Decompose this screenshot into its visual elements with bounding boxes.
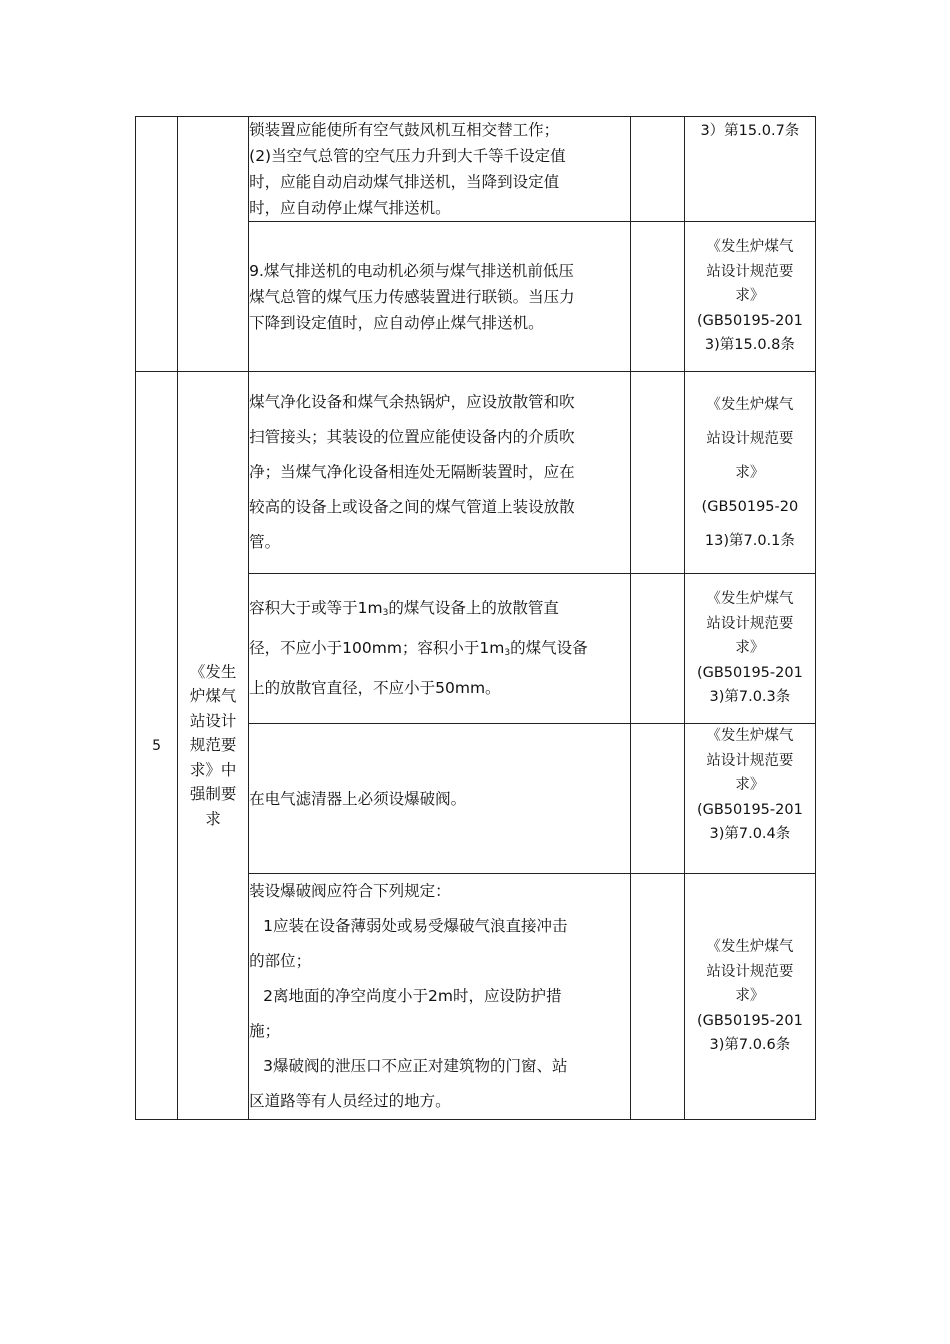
reference-line: 求》 [735, 640, 765, 657]
reference-line: 13)第7.0.1条 [704, 532, 795, 549]
reference-cell [684, 372, 815, 574]
category-line: 规范要 [189, 736, 237, 755]
content-fragment: 的煤气设备 [510, 639, 588, 657]
reference-line: 3)第7.0.6条 [709, 1037, 791, 1054]
superscript-unit: 3 [504, 648, 511, 658]
content-line: 下降到设定值时，应自动停止煤气排送机。 [249, 313, 544, 332]
table-row [136, 117, 816, 222]
content-line: 煤气总管的煤气压力传感装置进行联锁。当压力 [249, 287, 575, 306]
reference-cell [684, 117, 815, 222]
reference-line: 《发生炉煤气 [706, 591, 794, 608]
reference-line: 站设计规范要 [706, 615, 794, 632]
reference-line: (GB50195-201 [696, 312, 803, 329]
category-cell [178, 117, 249, 372]
category-line: 炉煤气 [189, 687, 237, 706]
reference-line: 求》 [735, 988, 765, 1005]
content-cell [249, 222, 631, 372]
blank-cell [630, 724, 684, 874]
content-line: 9.煤气排送机的电动机必须与煤气排送机前低压 [249, 261, 574, 280]
content-line: 较高的设备上或设备之间的煤气管道上装设放散 [249, 498, 575, 516]
reference-line: (GB50195-201 [696, 801, 803, 818]
reference-cell [684, 724, 815, 874]
content-line: 施； [249, 1022, 281, 1040]
content-fragment: 的煤气设备上的放散管直 [388, 599, 559, 617]
reference-line: 《发生炉煤气 [706, 939, 794, 956]
reference-line: 《发生炉煤气 [706, 396, 794, 413]
number-cell [136, 117, 178, 372]
category-line: 《发生 [189, 662, 237, 681]
content-line: 上的放散官直径，不应小于50mm。 [249, 679, 501, 697]
content-fragment: 容积大于或等于1m [249, 599, 383, 617]
blank-cell [630, 372, 684, 574]
reference-line: 《发生炉煤气 [706, 728, 794, 744]
reference-line: (GB50195-201 [696, 1012, 803, 1029]
blank-cell [630, 874, 684, 1120]
category-line: 求》中 [189, 760, 237, 779]
reference-line: 3）第15.0.7条 [700, 123, 800, 139]
reference-line: 3)第7.0.4条 [709, 826, 791, 842]
content-cell [249, 372, 631, 574]
table-row [136, 372, 816, 574]
content-line: (2)当空气总管的空气压力升到大千等千设定值 [249, 147, 566, 165]
content-line: 管。 [249, 533, 281, 551]
content-line [249, 591, 630, 631]
reference-line: 站设计规范要 [706, 963, 794, 980]
content-line: 3爆破阀的泄压口不应正对建筑物的门窗、站 [263, 1057, 568, 1075]
category-line: 站设计 [189, 711, 237, 730]
content-line: 时，应自动停止煤气排送机。 [249, 199, 451, 217]
blank-cell [630, 222, 684, 372]
reference-line: 《发生炉煤气 [706, 239, 794, 256]
reference-line: (GB50195-201 [696, 664, 803, 681]
content-line: 扫管接头；其装设的位置应能使设备内的介质吹 [249, 428, 575, 446]
reference-cell [684, 222, 815, 372]
content-line [249, 631, 630, 671]
content-line: 净；当煤气净化设备相连处无隔断装置时，应在 [249, 463, 575, 481]
content-cell [249, 724, 631, 874]
requirements-table [135, 116, 816, 1120]
reference-line: 3)第7.0.3条 [709, 689, 791, 706]
reference-line: 站设计规范要 [706, 430, 794, 447]
superscript-unit: 3 [382, 608, 389, 618]
category-cell [178, 372, 249, 1120]
content-line: 煤气净化设备和煤气余热锅炉，应设放散管和吹 [249, 393, 575, 411]
category-line: 强制要 [189, 785, 237, 804]
category-line: 求 [205, 809, 221, 828]
content-cell [249, 117, 631, 222]
number-cell: 5 [136, 372, 178, 1120]
content-line: 锁装置应能使所有空气鼓风机互相交替工作； [249, 121, 560, 139]
reference-line: 站设计规范要 [706, 263, 794, 280]
reference-line: 求》 [735, 464, 765, 481]
reference-cell [684, 874, 815, 1120]
reference-line: 3)第15.0.8条 [704, 337, 795, 354]
reference-line: 求》 [735, 777, 765, 793]
blank-cell [630, 574, 684, 724]
content-line: 区道路等有人员经过的地方。 [249, 1092, 451, 1110]
blank-cell [630, 117, 684, 222]
content-fragment: 径，不应小于100mm；容积小于1m [249, 639, 505, 657]
reference-line: 求》 [735, 288, 765, 305]
content-line: 2离地面的净空尚度小于2m时，应设防护措 [263, 987, 562, 1005]
content-line: 装设爆破阀应符合下列规定： [249, 882, 451, 900]
reference-line: 站设计规范要 [706, 752, 794, 769]
content-line: 时，应能自动启动煤气排送机，当降到设定值 [249, 173, 560, 191]
content-line: 的部位； [249, 952, 312, 970]
content-cell [249, 874, 631, 1120]
reference-line: (GB50195-20 [701, 498, 799, 515]
reference-cell [684, 574, 815, 724]
content-line: 在电气滤清器上必须设爆破阀。 [249, 789, 467, 808]
content-line: 1应装在设备薄弱处或易受爆破气浪直接冲击 [263, 917, 568, 935]
content-cell [249, 574, 631, 724]
